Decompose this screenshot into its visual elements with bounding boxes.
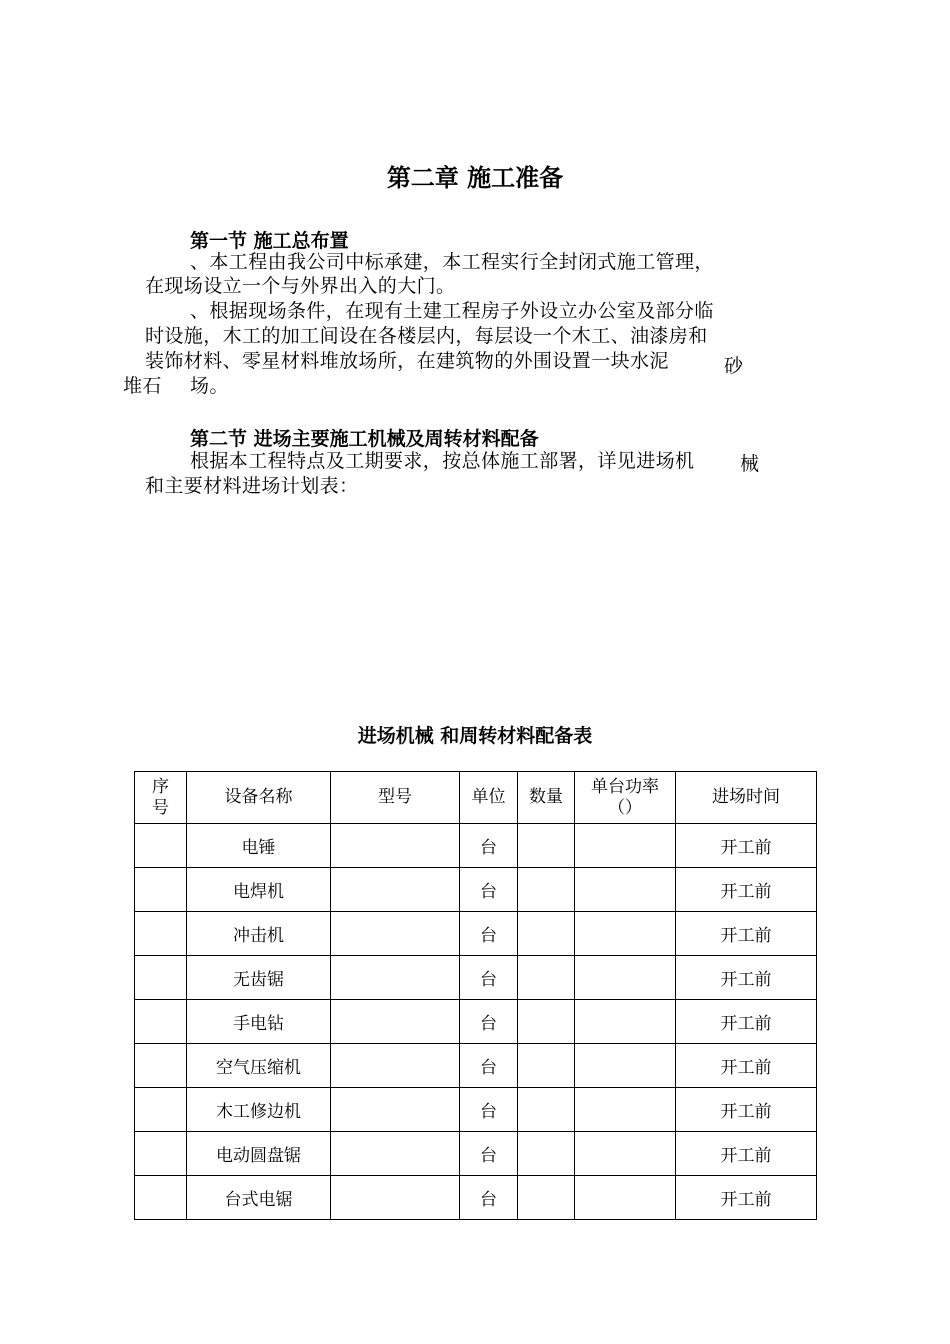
cell-time: 开工前 bbox=[676, 1176, 817, 1220]
header-name: 设备名称 bbox=[187, 772, 331, 824]
cell-seq bbox=[135, 1000, 187, 1044]
table-row bbox=[135, 1000, 817, 1044]
cell-name: 电动圆盘锯 bbox=[187, 1132, 331, 1176]
cell-qty bbox=[518, 1088, 575, 1132]
cell-qty bbox=[518, 868, 575, 912]
section1-p2-line1: 、根据现场条件，在现有土建工程房子外设立办公室及部分临 bbox=[190, 300, 714, 322]
cell-qty bbox=[518, 1176, 575, 1220]
section2-heading: 第二节 进场主要施工机械及周转材料配备 bbox=[190, 428, 539, 450]
cell-model bbox=[331, 956, 460, 1000]
cell-model bbox=[331, 1044, 460, 1088]
cell-power bbox=[575, 912, 676, 956]
header-power: 单台功率 （） bbox=[575, 772, 676, 824]
cell-power bbox=[575, 1132, 676, 1176]
cell-unit: 台 bbox=[460, 1132, 518, 1176]
table-row bbox=[135, 912, 817, 956]
cell-model bbox=[331, 1000, 460, 1044]
header-time: 进场时间 bbox=[676, 772, 817, 824]
cell-model bbox=[331, 824, 460, 868]
cell-unit: 台 bbox=[460, 1176, 518, 1220]
section1-p2-overlap-char: 砂 bbox=[724, 355, 744, 377]
cell-power bbox=[575, 1000, 676, 1044]
chapter-title: 第二章 施工准备 bbox=[386, 164, 564, 192]
header-qty: 数量 bbox=[518, 772, 575, 824]
cell-unit: 台 bbox=[460, 1088, 518, 1132]
cell-seq bbox=[135, 1044, 187, 1088]
cell-seq bbox=[135, 868, 187, 912]
section2-p-line2: 和主要材料进场计划表： bbox=[145, 475, 359, 497]
cell-qty bbox=[518, 1132, 575, 1176]
cell-name: 空气压缩机 bbox=[187, 1044, 331, 1088]
cell-name: 手电钻 bbox=[187, 1000, 331, 1044]
header-seq: 序 号 bbox=[135, 772, 187, 824]
cell-unit: 台 bbox=[460, 1000, 518, 1044]
cell-seq bbox=[135, 1176, 187, 1220]
cell-unit: 台 bbox=[460, 1044, 518, 1088]
cell-power bbox=[575, 1088, 676, 1132]
section1-p2-line2: 时设施，木工的加工间设在各楼层内，每层设一个木工、油漆房和 bbox=[145, 325, 708, 347]
cell-seq bbox=[135, 956, 187, 1000]
section1-p2-line4: 堆石 bbox=[123, 375, 162, 397]
cell-seq bbox=[135, 1088, 187, 1132]
table-header-row bbox=[135, 772, 817, 824]
table-row bbox=[135, 1132, 817, 1176]
table-row bbox=[135, 956, 817, 1000]
cell-power bbox=[575, 1176, 676, 1220]
section1-heading: 第一节 施工总布置 bbox=[190, 230, 349, 252]
section1-p2-line4-end: 场。 bbox=[190, 375, 229, 397]
cell-time: 开工前 bbox=[676, 1000, 817, 1044]
table-row bbox=[135, 1088, 817, 1132]
cell-unit: 台 bbox=[460, 956, 518, 1000]
header-unit: 单位 bbox=[460, 772, 518, 824]
cell-model bbox=[331, 1176, 460, 1220]
cell-name: 无齿锯 bbox=[187, 956, 331, 1000]
cell-qty bbox=[518, 824, 575, 868]
section2-p-line1: 根据本工程特点及工期要求，按总体施工部署，详见进场机 bbox=[190, 450, 695, 472]
cell-time: 开工前 bbox=[676, 1044, 817, 1088]
table-row bbox=[135, 868, 817, 912]
cell-name: 冲击机 bbox=[187, 912, 331, 956]
cell-time: 开工前 bbox=[676, 868, 817, 912]
cell-power bbox=[575, 1044, 676, 1088]
cell-qty bbox=[518, 956, 575, 1000]
section1-p1-line2: 在现场设立一个与外界出入的大门。 bbox=[145, 275, 456, 297]
cell-model bbox=[331, 868, 460, 912]
cell-unit: 台 bbox=[460, 824, 518, 868]
cell-name: 台式电锯 bbox=[187, 1176, 331, 1220]
cell-time: 开工前 bbox=[676, 1132, 817, 1176]
cell-time: 开工前 bbox=[676, 912, 817, 956]
cell-name: 电锤 bbox=[187, 824, 331, 868]
table-row bbox=[135, 1176, 817, 1220]
section2-p-overlap-char: 械 bbox=[740, 453, 760, 475]
cell-model bbox=[331, 912, 460, 956]
header-model: 型号 bbox=[331, 772, 460, 824]
cell-power bbox=[575, 868, 676, 912]
cell-time: 开工前 bbox=[676, 956, 817, 1000]
cell-seq bbox=[135, 1132, 187, 1176]
cell-model bbox=[331, 1132, 460, 1176]
cell-time: 开工前 bbox=[676, 824, 817, 868]
cell-power bbox=[575, 956, 676, 1000]
cell-qty bbox=[518, 1044, 575, 1088]
table-row bbox=[135, 1044, 817, 1088]
cell-qty bbox=[518, 912, 575, 956]
cell-time: 开工前 bbox=[676, 1088, 817, 1132]
cell-seq bbox=[135, 824, 187, 868]
cell-unit: 台 bbox=[460, 912, 518, 956]
cell-unit: 台 bbox=[460, 868, 518, 912]
cell-name: 木工修边机 bbox=[187, 1088, 331, 1132]
section1-p2-line3: 装饰材料、零星材料堆放场所，在建筑物的外围设置一块水泥 bbox=[145, 350, 669, 372]
cell-model bbox=[331, 1088, 460, 1132]
cell-name: 电焊机 bbox=[187, 868, 331, 912]
equipment-table bbox=[134, 771, 817, 1220]
cell-qty bbox=[518, 1000, 575, 1044]
table-row bbox=[135, 824, 817, 868]
cell-power bbox=[575, 824, 676, 868]
table-title: 进场机械 和周转材料配备表 bbox=[357, 725, 593, 747]
cell-seq bbox=[135, 912, 187, 956]
section1-p1-line1: 、本工程由我公司中标承建，本工程实行全封闭式施工管理， bbox=[190, 251, 714, 273]
